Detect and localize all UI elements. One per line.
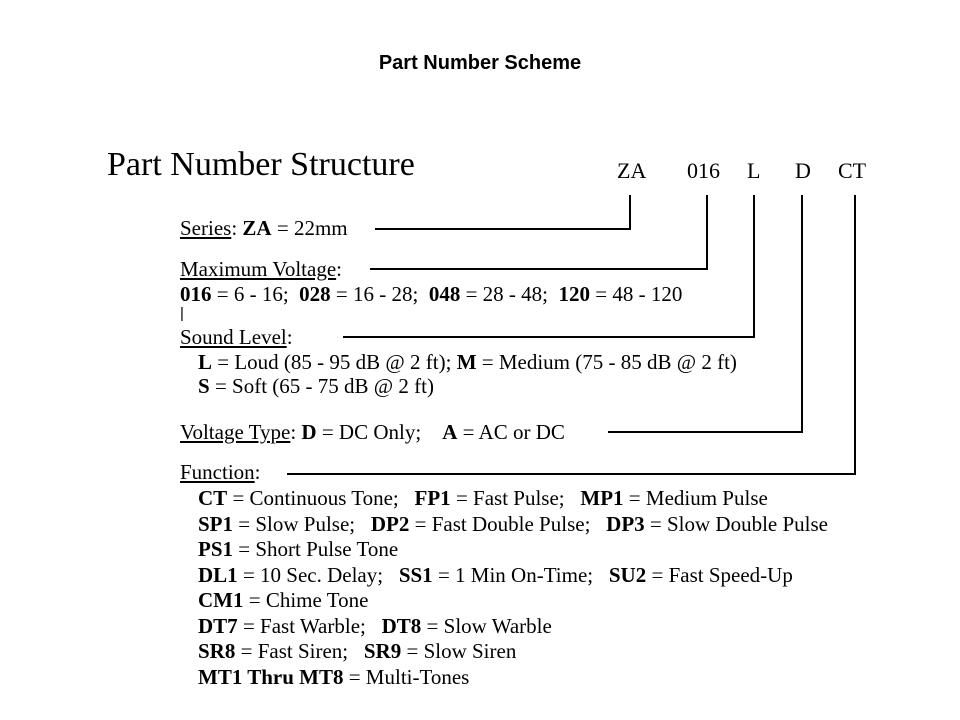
connector-voltage-horizontal bbox=[370, 268, 708, 270]
function-label bbox=[180, 460, 261, 484]
description-text: = AC or DC bbox=[457, 420, 565, 444]
code-series: ZA bbox=[617, 158, 647, 183]
field-label: Function bbox=[180, 460, 255, 484]
description-text: = Fast Double Pulse; bbox=[409, 512, 607, 536]
description-text: = Slow Siren bbox=[401, 639, 517, 663]
description-text: = Slow Warble bbox=[421, 614, 552, 638]
code-term: DL1 bbox=[198, 563, 238, 587]
description-text: = Chime Tone bbox=[243, 588, 369, 612]
code-term: FP1 bbox=[414, 486, 451, 510]
description-text: : bbox=[231, 216, 243, 240]
voltage-type-line bbox=[180, 420, 565, 444]
description-text: : bbox=[290, 420, 302, 444]
code-term: A bbox=[442, 420, 458, 444]
description-text: = 48 - 120 bbox=[590, 282, 683, 306]
code-term: MP1 bbox=[580, 486, 624, 510]
code-function: CT bbox=[838, 158, 867, 183]
description-text: = 1 Min On-Time; bbox=[432, 563, 609, 587]
function-line-5 bbox=[198, 588, 368, 612]
code-term: SS1 bbox=[398, 563, 433, 587]
function-line-3 bbox=[198, 537, 398, 561]
description-text: = Soft (65 - 75 dB @ 2 ft) bbox=[209, 374, 434, 398]
function-line-2 bbox=[198, 512, 828, 536]
description-text: : bbox=[254, 460, 261, 484]
sound-level-soft bbox=[198, 374, 434, 398]
code-term: SR9 bbox=[363, 639, 402, 663]
code-term: MT1 Thru MT8 bbox=[198, 665, 344, 689]
code-term: DT8 bbox=[381, 614, 422, 638]
function-line-4 bbox=[198, 563, 793, 587]
code-term: PS1 bbox=[198, 537, 234, 561]
code-term: M bbox=[456, 350, 477, 374]
max-voltage-label bbox=[180, 257, 342, 281]
code-voltage-type: D bbox=[795, 158, 811, 183]
connector-sound-vertical bbox=[753, 195, 755, 338]
description-text: = Medium Pulse bbox=[623, 486, 768, 510]
connector-voltage-vertical bbox=[706, 195, 708, 270]
connector-voltage-type-vertical bbox=[801, 195, 803, 433]
code-term: SP1 bbox=[198, 512, 234, 536]
sound-level-label bbox=[180, 325, 293, 349]
diagram-heading: Part Number Structure bbox=[107, 146, 415, 183]
description-text: = Slow Pulse; bbox=[233, 512, 371, 536]
code-term: L bbox=[198, 350, 213, 374]
connector-function-horizontal bbox=[287, 473, 856, 475]
code-term: 016 bbox=[180, 282, 212, 306]
connector-function-vertical bbox=[854, 195, 856, 475]
code-term: 048 bbox=[428, 282, 461, 306]
description-text: = 10 Sec. Delay; bbox=[237, 563, 399, 587]
code-term: CM1 bbox=[198, 588, 244, 612]
connector-sound-horizontal bbox=[343, 336, 755, 338]
code-sound: L bbox=[747, 158, 761, 183]
description-text: = Medium (75 - 85 dB @ 2 ft) bbox=[476, 350, 737, 374]
description-text: = 28 - 48; bbox=[460, 282, 559, 306]
description-text: = Fast Warble; bbox=[237, 614, 382, 638]
description-text: = Multi-Tones bbox=[343, 665, 470, 689]
text-cursor: | bbox=[180, 305, 184, 322]
description-text: : bbox=[286, 325, 293, 349]
description-text: = Fast Speed-Up bbox=[646, 563, 793, 587]
code-term: S bbox=[198, 374, 210, 398]
function-line-8 bbox=[198, 665, 469, 689]
sound-level-loud-medium bbox=[198, 350, 737, 374]
max-voltage-values bbox=[180, 282, 682, 306]
series-line bbox=[180, 216, 348, 240]
description-text: = Loud (85 - 95 dB @ 2 ft); bbox=[212, 350, 457, 374]
code-term: ZA bbox=[242, 216, 272, 240]
description-text: = DC Only; bbox=[316, 420, 443, 444]
code-term: 028 bbox=[299, 282, 331, 306]
code-term: DP3 bbox=[606, 512, 645, 536]
description-text: = 22mm bbox=[271, 216, 348, 240]
slide-title: Part Number Scheme bbox=[378, 52, 582, 74]
code-voltage: 016 bbox=[687, 158, 720, 183]
field-label: Series bbox=[180, 216, 232, 240]
description-text: = 16 - 28; bbox=[330, 282, 429, 306]
connector-series-horizontal bbox=[375, 228, 631, 230]
code-term: SR8 bbox=[198, 639, 236, 663]
function-line-1 bbox=[198, 486, 768, 510]
connector-voltage-type-horizontal bbox=[608, 431, 803, 433]
description-text: = Short Pulse Tone bbox=[233, 537, 399, 561]
description-text: = Fast Siren; bbox=[235, 639, 364, 663]
description-text: = Continuous Tone; bbox=[227, 486, 415, 510]
connector-series-vertical bbox=[629, 195, 631, 230]
field-label: Maximum Voltage bbox=[180, 257, 337, 281]
function-line-6 bbox=[198, 614, 552, 638]
code-term: SU2 bbox=[608, 563, 647, 587]
description-text: = Fast Pulse; bbox=[450, 486, 581, 510]
description-text: = 6 - 16; bbox=[211, 282, 300, 306]
code-term: D bbox=[301, 420, 317, 444]
description-text: = Slow Double Pulse bbox=[644, 512, 829, 536]
description-text: : bbox=[336, 257, 342, 281]
code-term: CT bbox=[198, 486, 228, 510]
field-label: Sound Level bbox=[180, 325, 287, 349]
code-term: DT7 bbox=[198, 614, 238, 638]
code-term: 120 bbox=[558, 282, 591, 306]
function-line-7 bbox=[198, 639, 516, 663]
code-term: DP2 bbox=[370, 512, 410, 536]
field-label: Voltage Type bbox=[180, 420, 291, 444]
